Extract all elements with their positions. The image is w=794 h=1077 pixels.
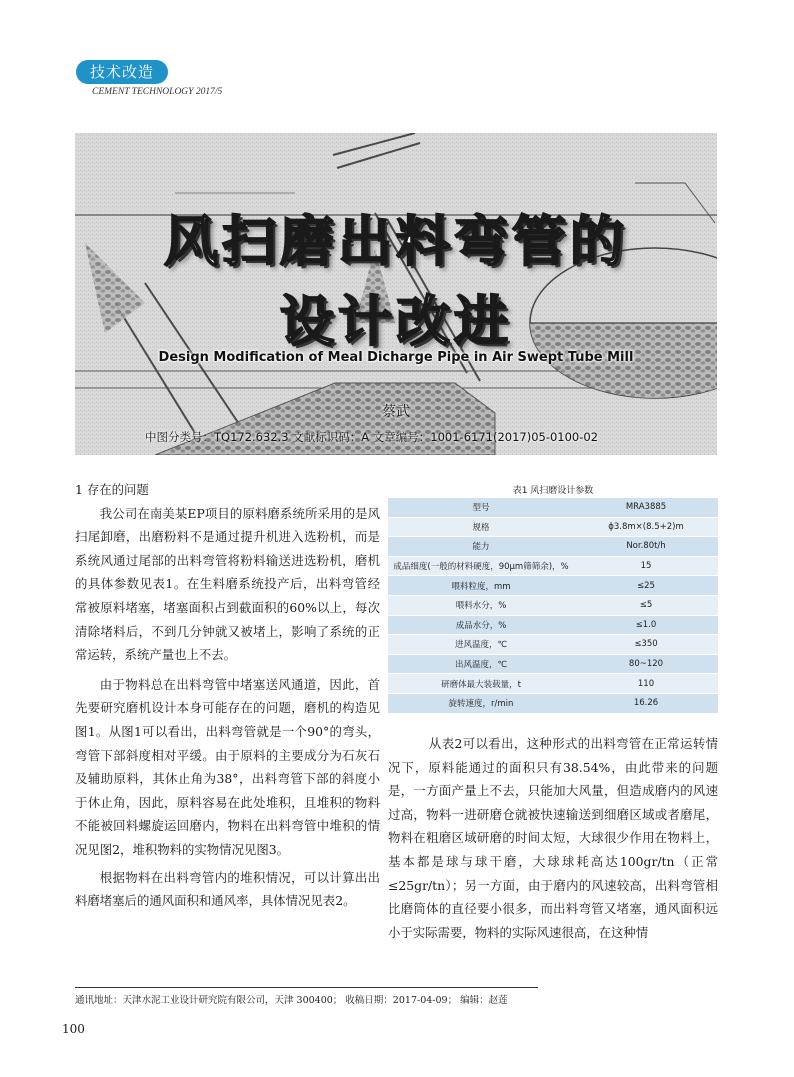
table-cell-parameter: 成品水分，% [388,615,574,635]
article-title-line2: 设计改进 [280,290,512,353]
hero-banner [75,133,717,455]
table-cell-parameter: 进风温度，℃ [388,635,574,655]
table-cell-parameter: 研磨体最大装载量，t [388,674,574,694]
table-cell-parameter: 喂料粒度，mm [388,576,574,596]
left-column [75,478,380,913]
table-cell-parameter: 出风温度，℃ [388,654,574,674]
table-row [388,595,718,615]
article-title-english: Design Modification of Meal Dicharge Pipe in Air Swept Tube Mill [158,350,634,365]
table-cell-parameter: 成品细度(一般的材料硬度，90μm筛筛余)，% [388,556,574,576]
table-cell-value: 80~120 [574,654,718,674]
table-cell-parameter: 喂料水分，% [388,595,574,615]
table-row [388,654,718,674]
table-caption: 表1 风扫磨设计参数 [512,486,594,496]
footnote-divider [75,987,538,988]
right-column [388,732,718,944]
table-row [388,674,718,694]
table-row [388,693,718,713]
table-cell-value: ≤5 [574,595,718,615]
table-cell-parameter: 型号 [388,498,574,517]
article-title-line1: 风扫磨出料弯管的 [164,210,628,273]
table-row [388,576,718,596]
table-cell-value: 16.26 [574,693,718,713]
table-row [388,635,718,655]
table-row [388,537,718,557]
section-tag: 技术改造 [76,60,168,84]
table-cell-value: 110 [574,674,718,694]
table-row [388,615,718,635]
table-cell-parameter: 能力 [388,537,574,557]
table-row [388,498,718,517]
table-cell-value: ≤1.0 [574,615,718,635]
paragraph: 根据物料在出料弯管内的堆积情况，可以计算出出料磨堵塞后的通风面积和通风率，具体情况见表2。 [75,869,380,909]
page-number: 100 [62,1022,85,1036]
table-cell-value: Nor.80t/h [574,537,718,557]
table-cell-value: ≤25 [574,576,718,596]
table-cell-value: ϕ3.8m×(8.5+2)m [574,517,718,537]
table-cell-value: MRA3885 [574,498,718,517]
table-row [388,556,718,576]
paragraph: 由于物料总在出料弯管中堵塞送风通道，因此，首先要研究磨机设计本身可能存在的问题，磨机的构造见图1。从图1可以看出，出料弯管就是一个90°的弯头，弯管下部斜度相对平缓。由于原料的主要成分为石灰石及辅助原料，其休止角为38°，出料弯管下部的斜度小于休止角，因此，原料容易在此处堆积，且堆积的物料不能被回料螺旋运回磨内，物料在出料弯管中堆积的情况见图2，堆积物料的实物情况见图3。 [75,676,380,857]
journal-running-head: CEMENT TECHNOLOGY 2017/5 [92,87,223,97]
table-row [388,517,718,537]
table-cell-value: ≤350 [574,635,718,655]
footnote: 通讯地址：天津水泥工业设计研究院有限公司，天津 300400； 收稿日期：2017-04-09； 编辑：赵莲 [75,995,508,1006]
article-author: 蔡武 [382,404,410,420]
article-classification: 中图分类号：TQ172.632.3 文献标识码：A 文章编号：1001-6171(2017)05-0100-02 [145,430,599,444]
table-cell-parameter: 规格 [388,517,574,537]
paragraph: 我公司在南美某EP项目的原料磨系统所采用的是风扫尾卸磨，出磨粉料不是通过提升机进入选粉机，而是系统风通过尾部的出料弯管将粉料输送进选粉机，磨机的具体参数见表1。在生料磨系统投产后，出料弯管经常被原料堵塞，堵塞面积占到截面积的60%以上，每次清除堵料后，不到几分钟就又被堵上，影响了系统的正常运转，系统产量也上不去。 [75,505,380,663]
table-cell-parameter: 旋转速度，r/min [388,693,574,713]
mill-parameters-table [388,498,718,714]
table-cell-value: 15 [574,556,718,576]
section-heading: 1 存在的问题 [75,482,149,497]
paragraph: 从表2可以看出，这种形式的出料弯管在正常运转情况下，原料能通过的面积只有38.54%，由此带来的问题是，一方面产量上不去，只能加大风量，但造成磨内的风速过高，物料一进研磨仓就被快速输送到细磨区域或者磨尾，物料在粗磨区域研磨的时间太短，大球很少作用在物料上，基本都是球与球干磨，大球球耗高达100gr/tn（正常≤25gr/tn）；另一方面，由于磨内的风速较高，出料弯管相比磨筒体的直径要小很多，而出料弯管又堵塞，通风面积远小于实际需要，物料的实际风速很高，在这种情 [388,736,718,940]
